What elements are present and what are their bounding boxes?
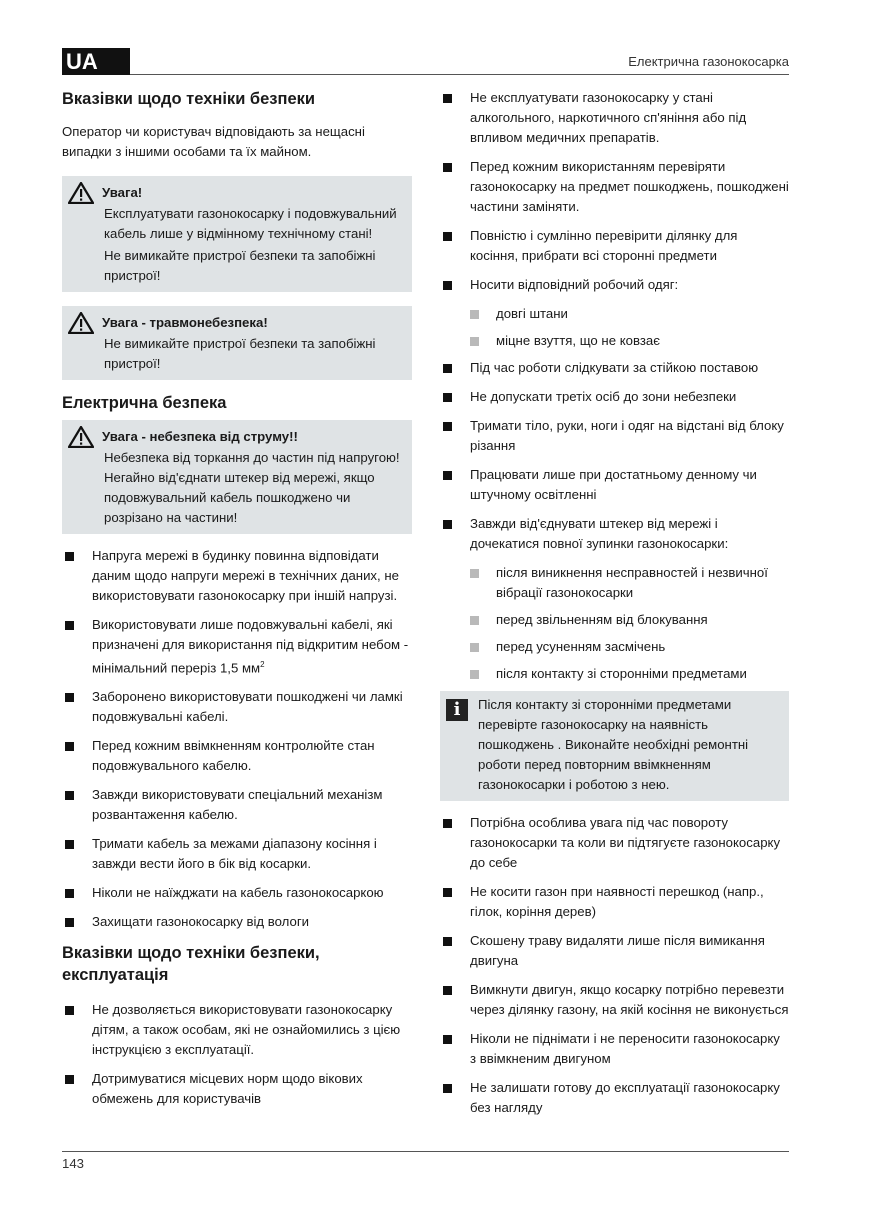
warning-triangle-icon	[68, 312, 94, 334]
operation-list-b	[440, 358, 789, 554]
unplug-cases-list	[440, 563, 789, 684]
list-item: Потрібна особлива увага під час повороту газонокосарки та коли ви підтягуєте газонокосарку до себе	[440, 813, 789, 873]
list-item: Напруга мережі в будинку повинна відповідати даним щодо напруги мережі в технічних даних, не використовувати газонокосарку при іншій напрузі.	[62, 546, 412, 606]
electrical-safety-list	[62, 546, 412, 932]
warning-box-injury	[62, 306, 412, 380]
superscript: 2	[260, 660, 265, 669]
list-item: Захищати газонокосарку від вологи	[62, 912, 412, 932]
operation-safety-list	[62, 1000, 412, 1109]
footer-rule	[62, 1151, 789, 1152]
warning-text: Експлуатувати газонокосарку і подовжувальний кабель лише у відмінному технічному стані!	[104, 206, 397, 241]
left-column	[62, 88, 412, 1118]
intro-paragraph: Оператор чи користувач відповідають за нещасні випадки з іншими особами та їх майном.	[62, 124, 365, 159]
info-note-text: Після контакту зі сторонніми предметами перевірте газонокосарку на наявність пошкоджень . Виконайте необхідні ремонтні роботи перед повторним ввімкненням газонокосарки і роботою з нею.	[478, 697, 749, 792]
section-title-operation: Вказівки щодо техніки безпеки, експлуатація	[62, 944, 320, 985]
list-item: Перед кожним ввімкненням контролюйте стан подовжувального кабелю.	[62, 736, 412, 776]
warning-triangle-icon	[68, 426, 94, 448]
sub-list-item: міцне взуття, що не ковзає	[440, 331, 789, 351]
info-note-box	[440, 691, 789, 801]
list-item: Ніколи не піднімати і не переносити газонокосарку з ввімкненим двигуном	[440, 1029, 789, 1069]
warning-title: Увага - небезпека від струму!!	[102, 429, 298, 444]
warning-title: Увага!	[102, 185, 143, 200]
section-title-safety: Вказівки щодо техніки безпеки	[62, 90, 316, 108]
list-item	[62, 615, 412, 678]
sub-list-item: перед звільненням від блокування	[440, 610, 789, 630]
clothing-list	[440, 304, 789, 351]
document-title: Електрична газонокосарка	[628, 54, 789, 69]
sub-list-item: після виникнення несправностей і незвичної вібрації газонокосарки	[440, 563, 789, 603]
list-item: Не косити газон при наявності перешкод (напр., гілок, коріння дерев)	[440, 882, 789, 922]
list-item: Завжди використовувати спеціальний механізм розвантаження кабелю.	[62, 785, 412, 825]
list-item: Не експлуатувати газонокосарку у стані алкогольного, наркотичного сп'яніння або під впливом медичних препаратів.	[440, 88, 789, 148]
right-column	[440, 88, 789, 1127]
list-item: Завжди від'єднувати штекер від мережі і дочекатися повної зупинки газонокосарки:	[440, 514, 789, 554]
list-item: Під час роботи слідкувати за стійкою поставою	[440, 358, 789, 378]
header-rule	[130, 74, 789, 75]
list-item: Носити відповідний робочий одяг:	[440, 275, 789, 295]
list-item: Тримати кабель за межами діапазону косіння і завжди вести його в бік від косарки.	[62, 834, 412, 874]
list-item: Заборонено використовувати пошкоджені чи ламкі подовжувальні кабелі.	[62, 687, 412, 727]
list-item: Повністю і сумлінно перевірити ділянку для косіння, прибрати всі сторонні предмети	[440, 226, 789, 266]
list-item: Не допускати третіх осіб до зони небезпеки	[440, 387, 789, 407]
warning-triangle-icon	[68, 182, 94, 204]
list-item: Дотримуватися місцевих норм щодо вікових обмежень для користувачів	[62, 1069, 412, 1109]
warning-title: Увага - травмонебезпека!	[102, 315, 268, 330]
warning-text: Не вимикайте пристрої безпеки та запобіжні пристрої!	[104, 336, 376, 371]
sub-list-item: перед усуненням засмічень	[440, 637, 789, 657]
warning-box-general	[62, 176, 412, 292]
list-item: Не залишати готову до експлуатації газонокосарку без нагляду	[440, 1078, 789, 1118]
info-icon: i	[446, 699, 468, 721]
warning-text: Небезпека від торкання до частин під напругою! Негайно від'єднати штекер від мережі, якщо подовжувальний кабель пошкоджено чи розрізано на частини!	[104, 450, 400, 525]
sub-list-item: довгі штани	[440, 304, 789, 324]
list-item: Тримати тіло, руки, ноги і одяг на відстані від блоку різання	[440, 416, 789, 456]
list-item: Вимкнути двигун, якщо косарку потрібно перевезти через ділянку газону, на якій косіння не виконується	[440, 980, 789, 1020]
list-item: Не дозволяється використовувати газонокосарку дітям, а також особам, які не ознайомились з цією інструкцією з експлуатації.	[62, 1000, 412, 1060]
list-item-text: Використовувати лише подовжувальні кабелі, які призначені для використання під відкритим небом - мінімальний переріз 1,5 мм	[92, 617, 409, 676]
operation-list-c	[440, 813, 789, 1118]
warning-text: Не вимикайте пристрої безпеки та запобіжні пристрої!	[104, 248, 376, 283]
list-item: Працювати лише при достатньому денному чи штучному освітленні	[440, 465, 789, 505]
list-item: Скошену траву видаляти лише після вимикання двигуна	[440, 931, 789, 971]
language-badge: UA	[62, 48, 130, 75]
sub-list-item: після контакту зі сторонніми предметами	[440, 664, 789, 684]
section-title-electrical: Електрична безпека	[62, 394, 227, 412]
list-item: Перед кожним використанням перевіряти газонокосарку на предмет пошкоджень, пошкоджені частини заміняти.	[440, 157, 789, 217]
list-item: Ніколи не наїжджати на кабель газонокосаркою	[62, 883, 412, 903]
page-number: 143	[62, 1156, 85, 1171]
warning-box-electric	[62, 420, 412, 534]
page-header	[62, 48, 789, 76]
operation-list-a	[440, 88, 789, 295]
